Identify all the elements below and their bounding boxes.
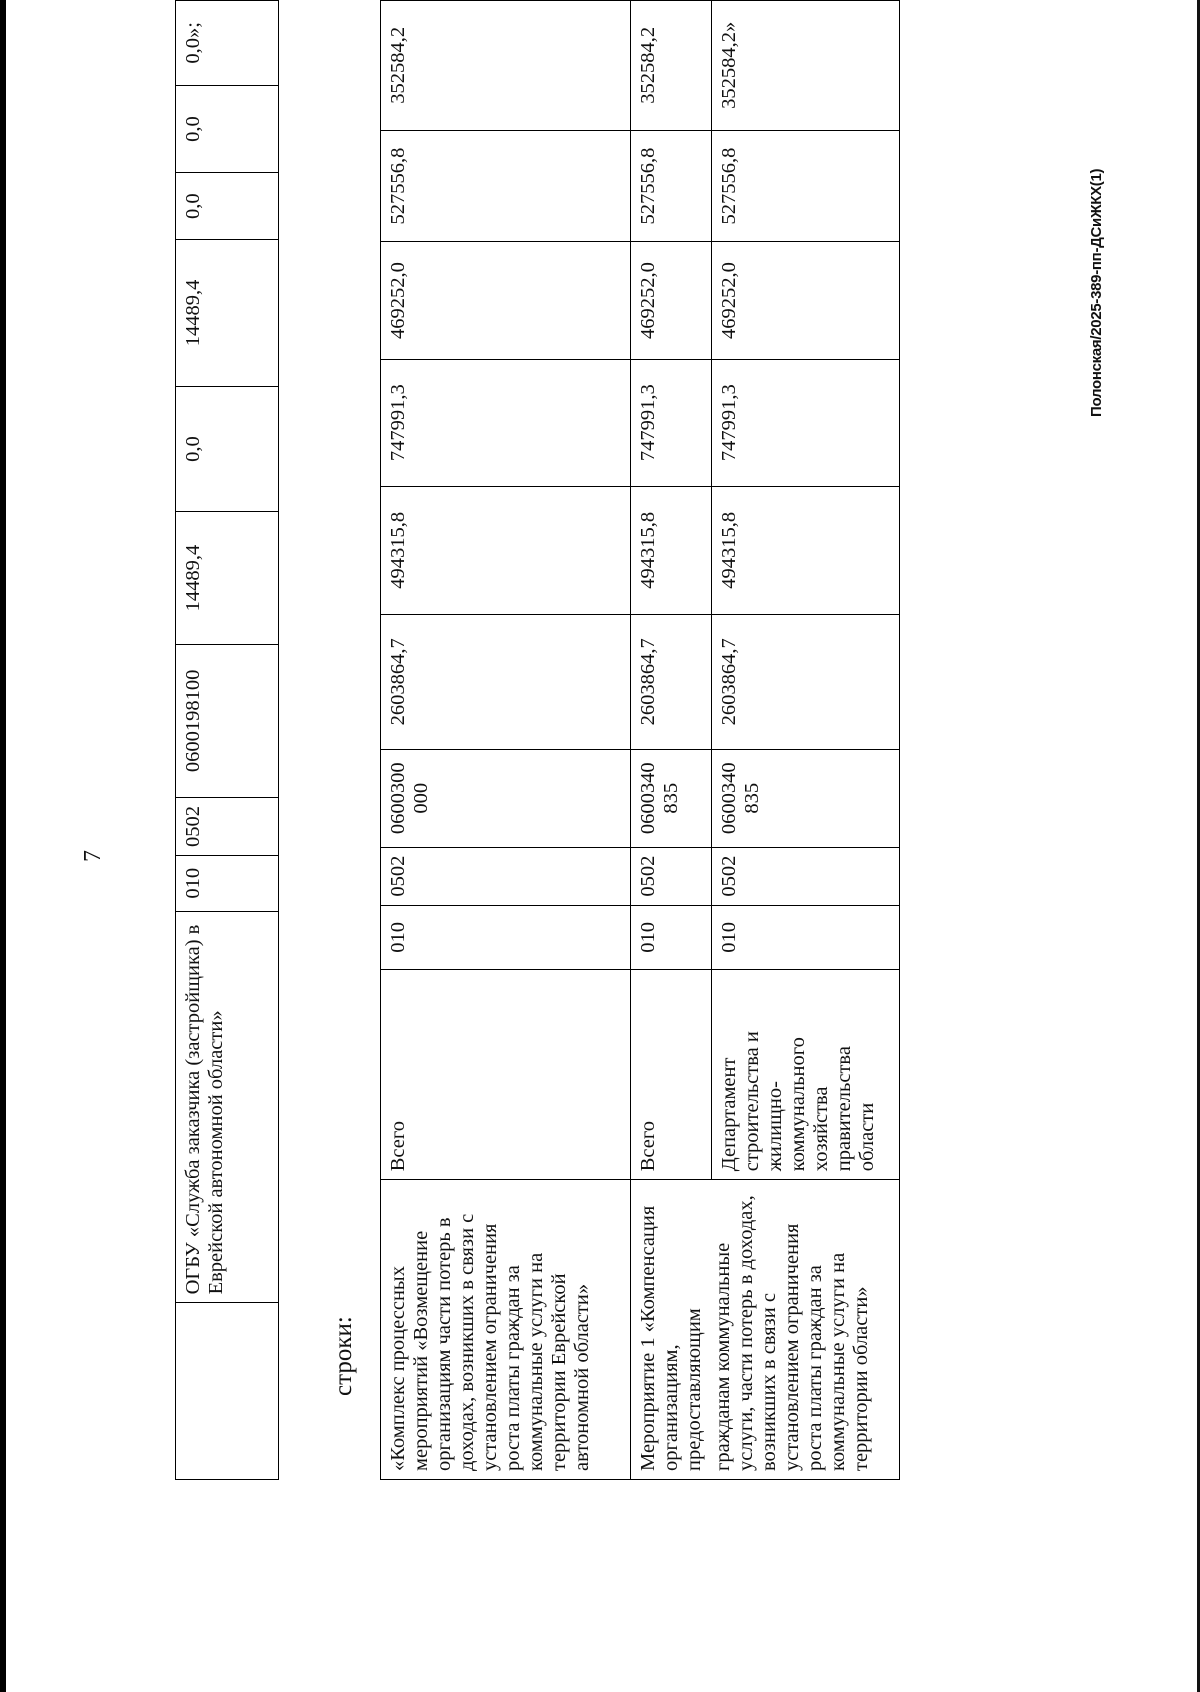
table-row <box>631 1 712 1480</box>
row-value: 352584,2 <box>381 1 631 131</box>
top-cell-code: 0600198100 <box>176 644 279 797</box>
row-value: 527556,8 <box>381 130 631 242</box>
top-cell-code: 010 <box>176 855 279 911</box>
row-executor: Всего <box>381 970 631 1180</box>
top-cell-code: 0502 <box>176 797 279 855</box>
section-label: строки: <box>330 1316 357 1396</box>
row-value: 494315,8 <box>631 486 712 614</box>
row-value: 469252,0 <box>712 242 900 359</box>
row-value: 494315,8 <box>712 486 900 614</box>
row-value: 2603864,7 <box>631 614 712 749</box>
row-code: 0600340 835 <box>631 749 712 847</box>
row-executor: Всего <box>631 970 712 1180</box>
row-value: 352584,2 <box>631 1 712 131</box>
top-cell-value: 0,0 <box>176 386 279 512</box>
row-code: 0502 <box>712 847 900 905</box>
top-table <box>175 0 279 1480</box>
row-name: «Комплекс процессных мероприятий «Возмещение организациям части потерь в доходах, возникших в связи с установлением ограничения роста платы граждан за коммунальные услуги на территории Еврейской автономной области» <box>381 1180 631 1480</box>
page-number: 7 <box>80 850 106 862</box>
top-table-row <box>176 1 279 1480</box>
row-code: 0502 <box>381 847 631 905</box>
row-value: 2603864,7 <box>712 614 900 749</box>
top-cell-value: 0,0 <box>176 85 279 173</box>
row-value: 527556,8 <box>712 130 900 242</box>
row-code: 010 <box>631 905 712 969</box>
row-value: 527556,8 <box>631 130 712 242</box>
row-code: 010 <box>381 905 631 969</box>
top-cell-empty <box>176 1303 279 1480</box>
row-value: 747991,3 <box>631 359 712 486</box>
main-table <box>380 0 900 1480</box>
top-cell-value: 0,0»; <box>176 1 279 86</box>
table-row <box>712 1 900 1480</box>
footer-code: Полонская/2025-389-пп-ДСиЖКХ(1) <box>1088 168 1105 417</box>
row-code: 0600300 000 <box>381 749 631 847</box>
row-name-top: Мероприятие 1 «Компенсация организациям, предоставляющим <box>631 1180 712 1480</box>
row-code: 0502 <box>631 847 712 905</box>
row-code: 0600340 835 <box>712 749 900 847</box>
top-cell-executor: ОГБУ «Служба заказчика (застройщика) в Еврейской автономной области» <box>176 911 279 1303</box>
row-value: 2603864,7 <box>381 614 631 749</box>
table-row <box>381 1 631 1480</box>
row-value: 352584,2» <box>712 1 900 131</box>
row-name-bottom: гражданам коммунальные услуги, части потерь в доходах, возникших в связи с установлением ограничения роста платы граждан за коммунальные услуги на территории области» <box>712 1180 900 1480</box>
row-value: 469252,0 <box>631 242 712 359</box>
row-value: 747991,3 <box>381 359 631 486</box>
row-value: 494315,8 <box>381 486 631 614</box>
top-cell-value: 0,0 <box>176 173 279 240</box>
row-value: 747991,3 <box>712 359 900 486</box>
row-value: 469252,0 <box>381 242 631 359</box>
top-cell-value: 14489,4 <box>176 240 279 387</box>
row-code: 010 <box>712 905 900 969</box>
row-executor: Департамент строительства и жилищно-коммунального хозяйства правительства области <box>712 970 900 1180</box>
top-cell-value: 14489,4 <box>176 512 279 644</box>
